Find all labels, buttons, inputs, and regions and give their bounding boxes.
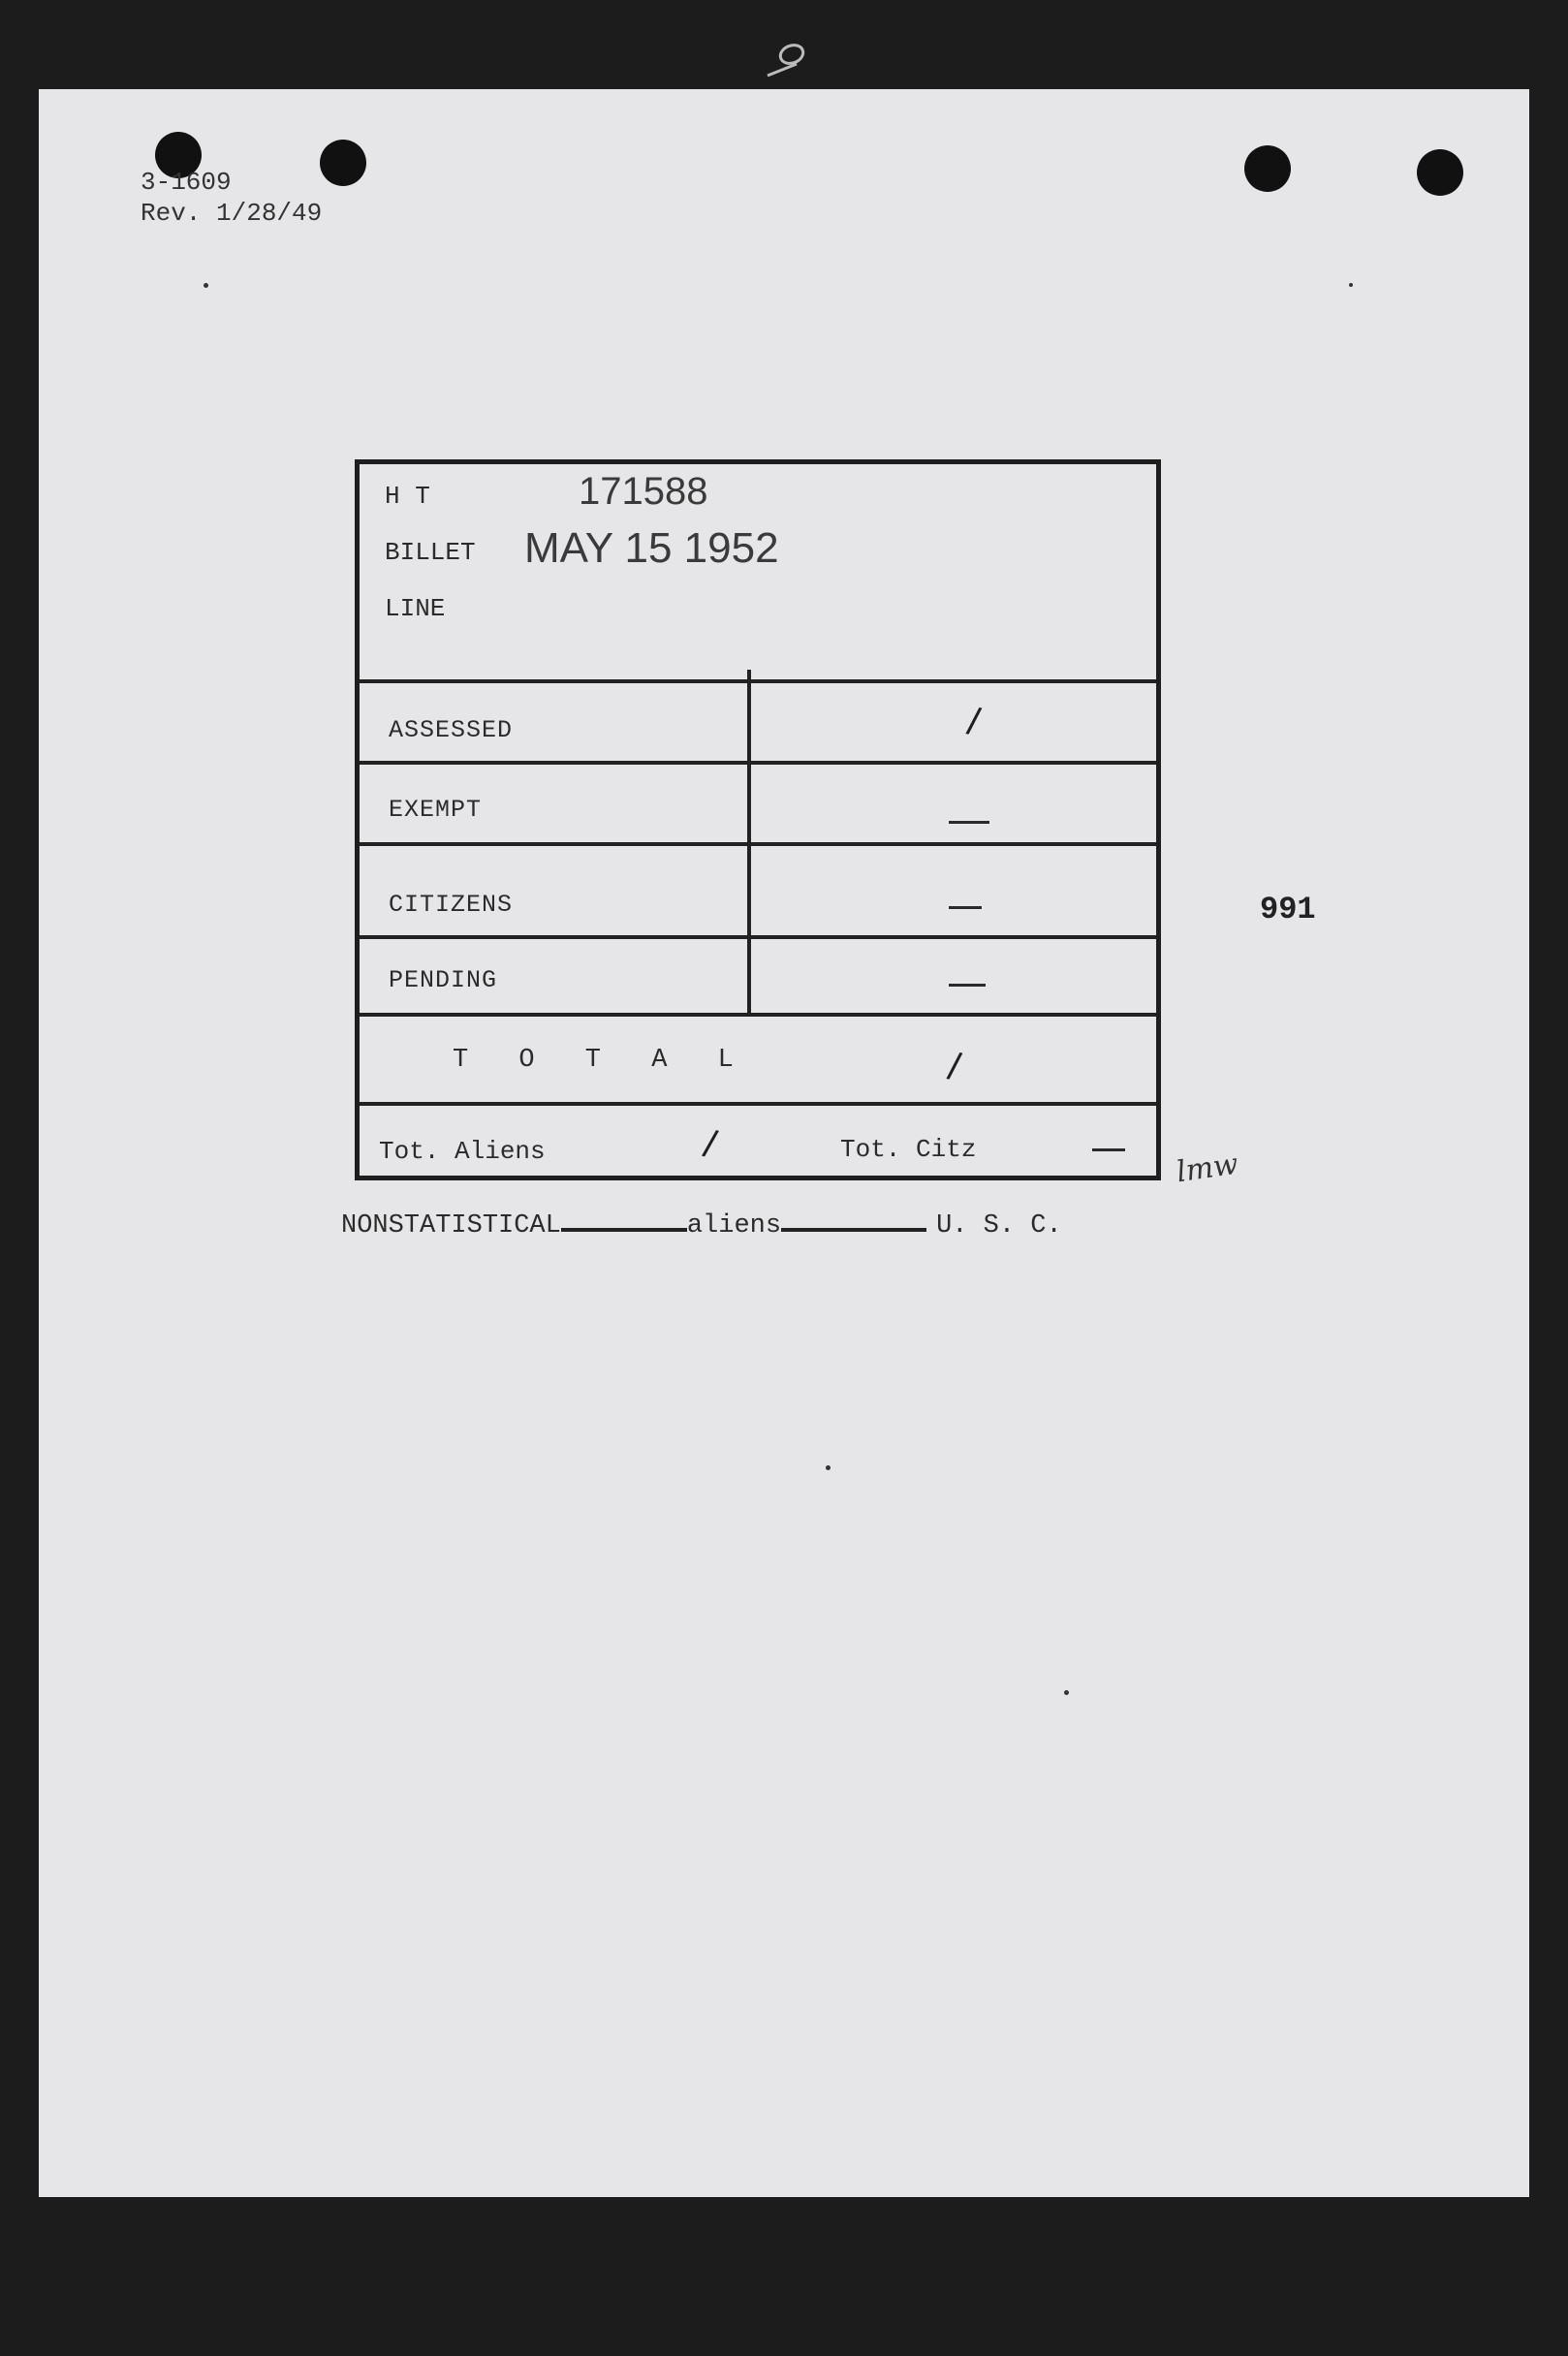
- exempt-dash: [949, 821, 989, 824]
- usc-label: U. S. C.: [936, 1211, 1062, 1241]
- divider: [360, 1013, 1156, 1017]
- total-label: T O T A L: [453, 1046, 751, 1075]
- divider: [360, 761, 1156, 765]
- aliens-label: aliens: [686, 1211, 782, 1241]
- punch-hole: [320, 140, 366, 186]
- total-aliens-label: Tot. Aliens: [379, 1137, 546, 1166]
- total-aliens-tally: /: [699, 1122, 721, 1167]
- total-citizens-label: Tot. Citz: [840, 1135, 977, 1164]
- pencil-scribble: [758, 35, 816, 83]
- row-label-exempt: EXEMPT: [389, 796, 483, 824]
- divider: [360, 935, 1156, 939]
- line-label: LINE: [385, 594, 446, 623]
- row-label-pending: PENDING: [389, 966, 498, 994]
- speck: [1349, 283, 1353, 287]
- nonstatistical-label: NONSTATISTICAL: [341, 1211, 561, 1241]
- divider: [360, 679, 1156, 683]
- speck: [1064, 1690, 1069, 1695]
- margin-number: 991: [1260, 892, 1316, 927]
- form-number: 3-1609: [141, 168, 232, 197]
- form-revision: Rev. 1/28/49: [141, 199, 323, 228]
- pending-dash: [949, 984, 986, 987]
- ht-label: H T: [385, 482, 430, 511]
- speck: [204, 283, 208, 288]
- divider: [360, 842, 1156, 846]
- billet-label: BILLET: [385, 538, 476, 567]
- total-tally: /: [944, 1045, 964, 1089]
- row-label-citizens: CITIZENS: [389, 891, 514, 919]
- clerk-initials: lmw: [1174, 1147, 1240, 1190]
- ht-value: 171588: [579, 470, 708, 513]
- assessed-tally: /: [963, 700, 984, 744]
- blank-line: [781, 1228, 926, 1232]
- row-label-assessed: ASSESSED: [389, 716, 514, 744]
- total-citizens-dash: [1092, 1148, 1125, 1151]
- speck: [826, 1465, 831, 1470]
- form-number-block: [141, 167, 322, 229]
- billet-date-stamp: MAY 15 1952: [524, 524, 779, 572]
- tally-form: [355, 459, 1161, 1180]
- blank-line: [561, 1228, 687, 1232]
- punch-hole: [1244, 145, 1291, 192]
- citizens-dash: [949, 906, 982, 909]
- divider: [360, 1102, 1156, 1106]
- nonstatistical-line: [341, 1211, 1062, 1241]
- punch-hole: [1417, 149, 1463, 196]
